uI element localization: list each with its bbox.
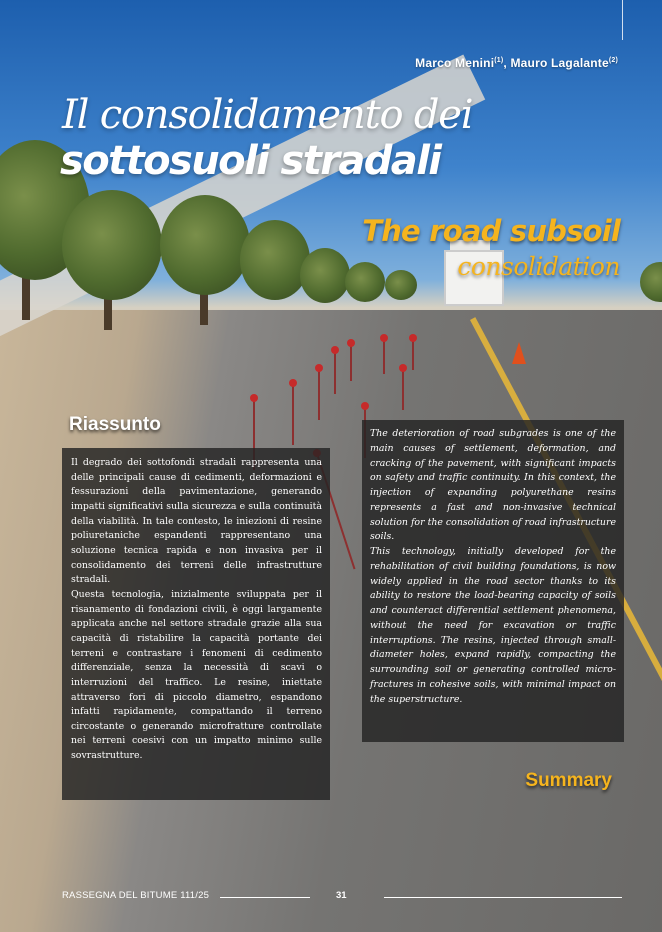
article-title-line1: Il consolidamento dei: [62, 92, 473, 138]
page-number: 31: [336, 890, 347, 901]
corner-rule: [622, 0, 623, 40]
summary-box: [362, 420, 624, 742]
author-separator: ,: [503, 56, 511, 70]
summary-paragraph: The deterioration of road subgrades is one of the main causes of settlement, deformation, and cracking of the pavement, with significant impacts on safety and traffic continuity. In this context, the injection of expanding polyurethane resins represents a fast and non-invasive technical solution for the consolidation of road infrastructure soils.: [370, 428, 616, 543]
summary-paragraph: This technology, initially developed for the rehabilitation of civil building foundations, is now widely applied in the road sector thanks to its ability to restore the load-bearing capacity of soils and counteract differential settlement phenomena, without the need for excavation or traffic interruptions. The resins, injected through small-diameter holes, expand rapidly, compacting the surrounding soil or generating controlled micro-fractures in cohesive soils, with minimal impact on the superstructure.: [370, 546, 616, 705]
injection-stake: [292, 385, 294, 445]
olive-tree: [300, 248, 350, 303]
english-title-line1: The road subsoil: [362, 214, 620, 248]
olive-tree: [240, 220, 310, 300]
author-name: Mauro Lagalante: [510, 56, 609, 70]
injection-stake: [412, 340, 414, 370]
injection-stake: [318, 370, 320, 420]
footer-rule: [384, 897, 622, 898]
riassunto-box: [62, 448, 330, 800]
olive-tree: [345, 262, 385, 302]
author-affiliation: (2): [608, 57, 618, 64]
olive-tree: [62, 190, 162, 300]
riassunto-heading: Riassunto: [69, 414, 161, 435]
footer-rule: [220, 897, 310, 898]
author-affiliation: (1): [494, 57, 504, 64]
olive-tree: [640, 262, 662, 302]
article-title-line2: sottosuoli stradali: [60, 138, 441, 184]
english-title-line2: consolidation: [457, 252, 620, 281]
riassunto-paragraph: Il degrado dei sottofondi stradali rappresenta una delle principali cause di cedimenti, deformazioni e fessurazioni della pavimentazione, generando impatti significativi sulla sicurezza e sulla continuità della viabilità. In tale contesto, le iniezioni di resine poliuretaniche espandenti rappresentano una soluzione tecnica rapida e non invasiva per il consolidamento dei terreni delle infrastrutture stradali.: [71, 457, 322, 586]
authors-line: [415, 56, 618, 70]
injection-stake: [383, 340, 385, 374]
traffic-cone: [512, 342, 526, 364]
author-name: Marco Menini: [415, 56, 495, 70]
injection-stake: [334, 352, 336, 394]
olive-tree: [385, 270, 417, 300]
injection-stake: [402, 370, 404, 410]
summary-heading: Summary: [525, 770, 612, 791]
riassunto-paragraph: Questa tecnologia, inizialmente sviluppata per il risanamento di fondazioni civili, è oggi largamente applicata anche nel settore stradale grazie alla sua capacità di ristabilire la capacità portante dei terreni e contrastare i fenomeni di cedimento differenziale, senza la necessità di scavi o interruzioni del traffico. Le resine, iniettate attraverso fori di piccolo diametro, espandono infatti rapidamente, compattando il terreno circostante o generando microfratture controllate nei terreni coesivi con un impatto minimo sulle sovrastrutture.: [71, 588, 322, 762]
olive-tree: [160, 195, 250, 295]
page-footer: [62, 890, 622, 906]
magazine-name: RASSEGNA DEL BITUME 111/25: [62, 890, 210, 901]
injection-stake: [350, 345, 352, 381]
